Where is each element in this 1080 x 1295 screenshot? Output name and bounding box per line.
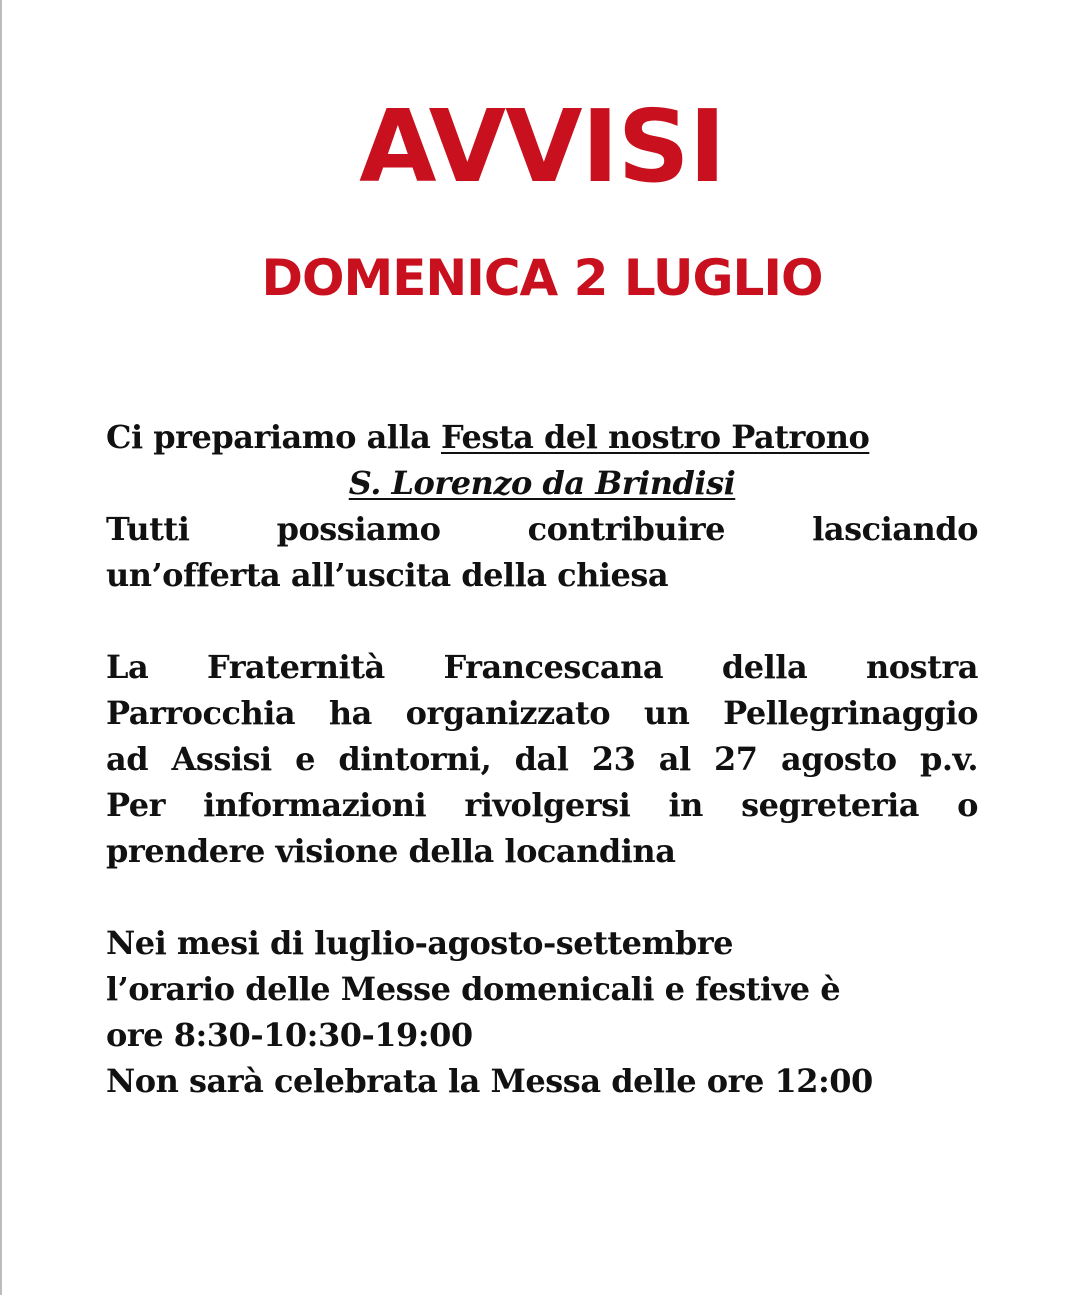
notice-line: un’offerta all’uscita della chiesa [106,556,669,594]
notice-line [106,414,978,460]
notice-line: Nei mesi di luglio-agosto-settembre [106,924,733,962]
notice-body [106,414,978,1150]
notice-text: Ci prepariamo alla [106,418,441,456]
notice-line: Parrocchia ha organizzato un Pellegrinaggio [106,694,978,732]
saint-name-underlined: S. Lorenzo da Brindisi [348,464,736,502]
notice-orario-messe [106,920,978,1104]
notice-festa-patrono [106,414,978,598]
notice-line: Non sarà celebrata la Messa delle ore 12:00 [106,1062,873,1100]
notice-pellegrinaggio [106,644,978,874]
page-title: AVVISI [359,88,725,205]
notice-line: Per informazioni rivolgersi in segreteria o [106,786,978,824]
notice-line: l’orario delle Messe domenicali e festive è [106,970,841,1008]
festa-patrono-underlined: Festa del nostro Patrono [440,418,870,456]
notice-line: prendere visione della locandina [106,832,676,870]
notice-line: La Fraternità Francescana della nostra [106,648,978,686]
notice-line: Tutti possiamo contribuire lasciando [106,510,978,548]
page-subtitle-date: DOMENICA 2 LUGLIO [261,249,823,307]
notice-line: ad Assisi e dintorni, dal 23 al 27 agosto p.v. [106,740,978,778]
notice-line [106,460,978,506]
notice-line: ore 8:30-10:30-19:00 [106,1016,473,1054]
